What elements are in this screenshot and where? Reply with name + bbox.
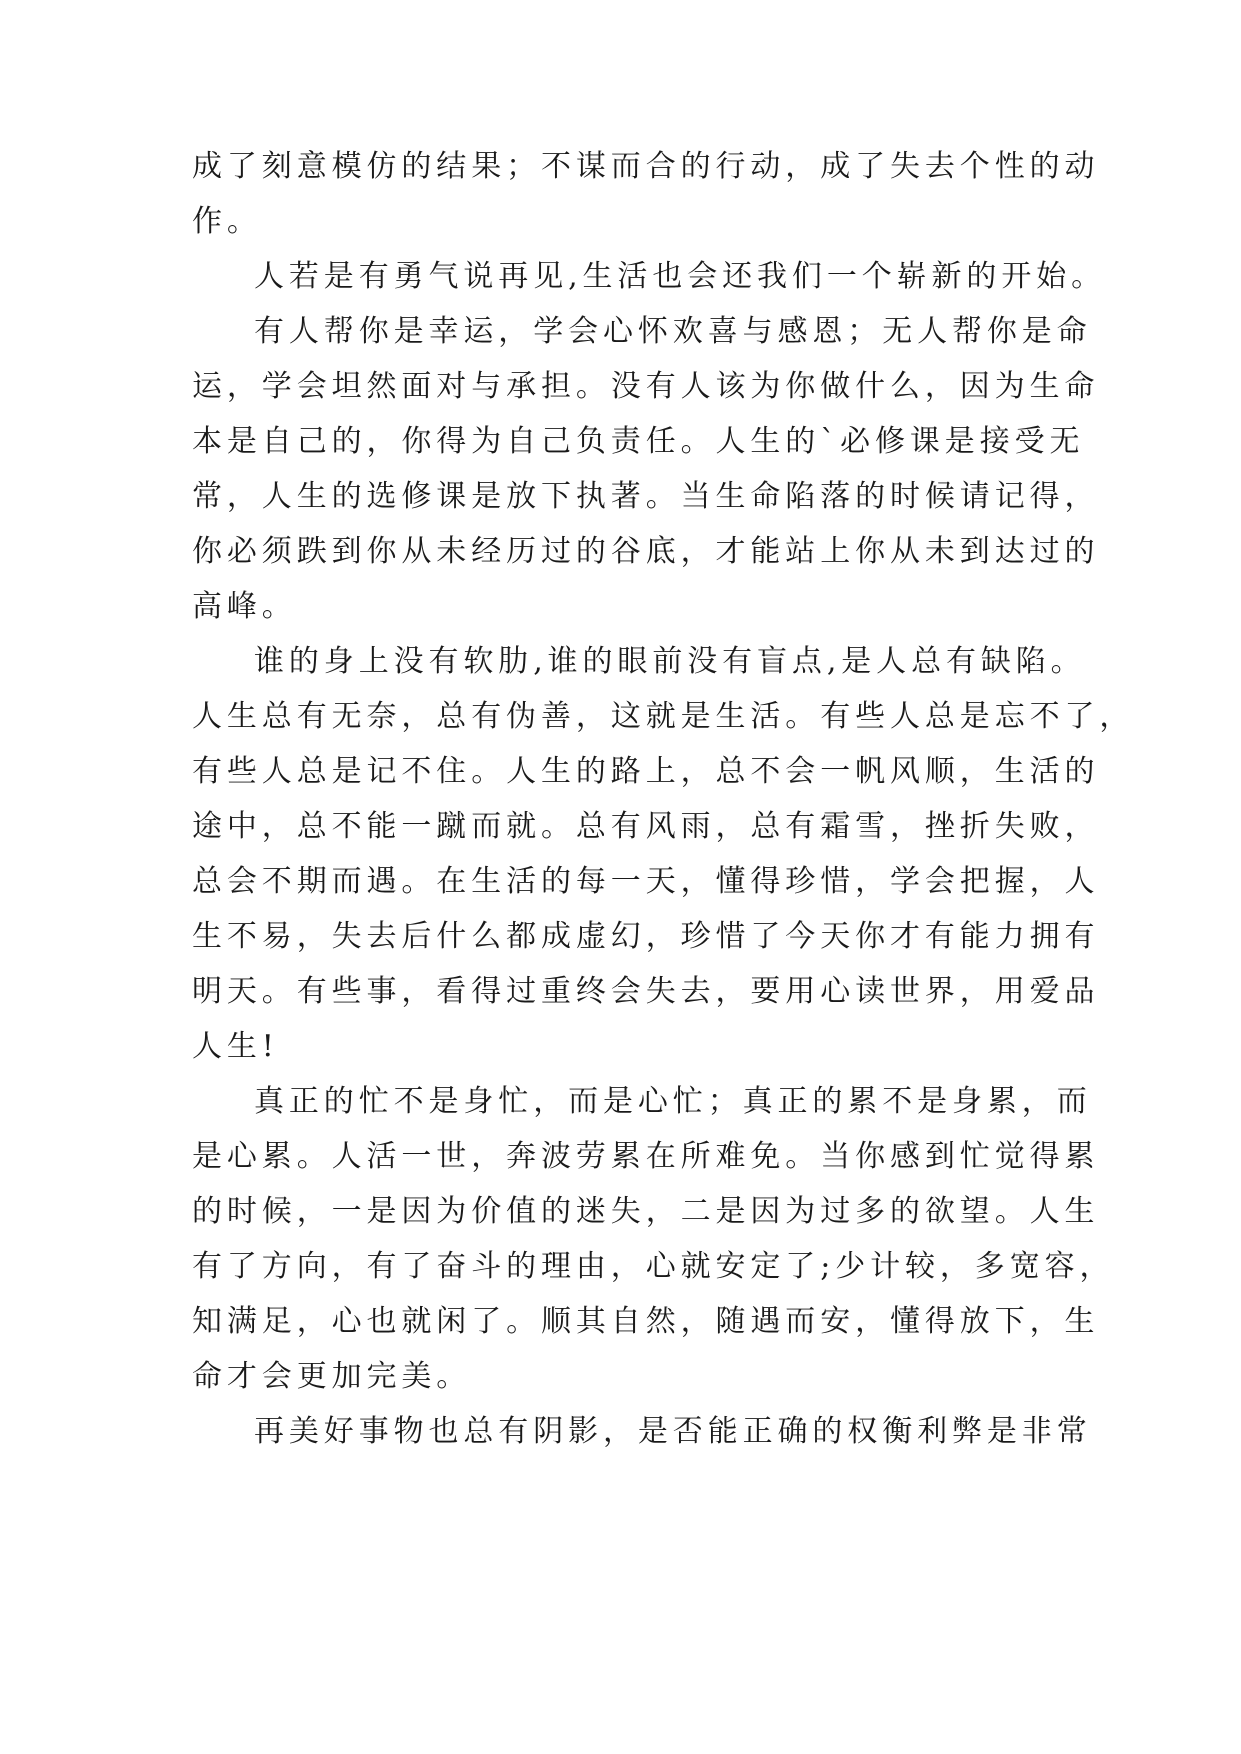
text-line: 有了方向，有了奋斗的理由，心就安定了;少计较，多宽容， [192, 1249, 1115, 1284]
text-line: 总会不期而遇。在生活的每一天，懂得珍惜，学会把握，人 [192, 864, 1100, 899]
paragraph-start-line: 真正的忙不是身忙，而是心忙；真正的累不是身累，而 [254, 1084, 1092, 1119]
paragraph-start-line: 谁的身上没有软肋,谁的眼前没有盲点,是人总有缺陷。 [254, 644, 1086, 679]
text-line: 作。 [192, 204, 262, 239]
text-line: 途中，总不能一蹴而就。总有风雨，总有霜雪，挫折失败， [192, 809, 1100, 844]
text-line: 命才会更加完美。 [192, 1359, 472, 1394]
text-line: 明天。有些事，看得过重终会失去，要用心读世界，用爱品 [192, 974, 1100, 1009]
text-line: 的时候，一是因为价值的迷失，二是因为过多的欲望。人生 [192, 1194, 1100, 1229]
paragraph-start-line: 有人帮你是幸运，学会心怀欢喜与感恩；无人帮你是命 [254, 314, 1092, 349]
text-line: 人生总有无奈，总有伪善，这就是生活。有些人总是忘不了， [192, 699, 1135, 734]
text-line: 运，学会坦然面对与承担。没有人该为你做什么，因为生命 [192, 369, 1100, 404]
text-line: 常，人生的选修课是放下执著。当生命陷落的时候请记得， [192, 479, 1100, 514]
paragraph-start-line: 再美好事物也总有阴影，是否能正确的权衡利弊是非常 [254, 1414, 1092, 1449]
text-line: 成了刻意模仿的结果；不谋而合的行动，成了失去个性的动 [192, 149, 1100, 184]
text-line: 本是自己的，你得为自己负责任。人生的`必修课是接受无 [192, 424, 1085, 459]
text-line: 有些人总是记不住。人生的路上，总不会一帆风顺，生活的 [192, 754, 1100, 789]
paragraph-start-line: 人若是有勇气说再见,生活也会还我们一个崭新的开始。 [254, 259, 1107, 294]
text-line: 生不易，失去后什么都成虚幻，珍惜了今天你才有能力拥有 [192, 919, 1100, 954]
text-line: 知满足，心也就闲了。顺其自然，随遇而安，懂得放下，生 [192, 1304, 1100, 1339]
text-line: 高峰。 [192, 589, 297, 624]
text-line: 人生! [192, 1029, 279, 1064]
text-line: 是心累。人活一世，奔波劳累在所难免。当你感到忙觉得累 [192, 1139, 1100, 1174]
text-line: 你必须跌到你从未经历过的谷底，才能站上你从未到达过的 [192, 534, 1100, 569]
